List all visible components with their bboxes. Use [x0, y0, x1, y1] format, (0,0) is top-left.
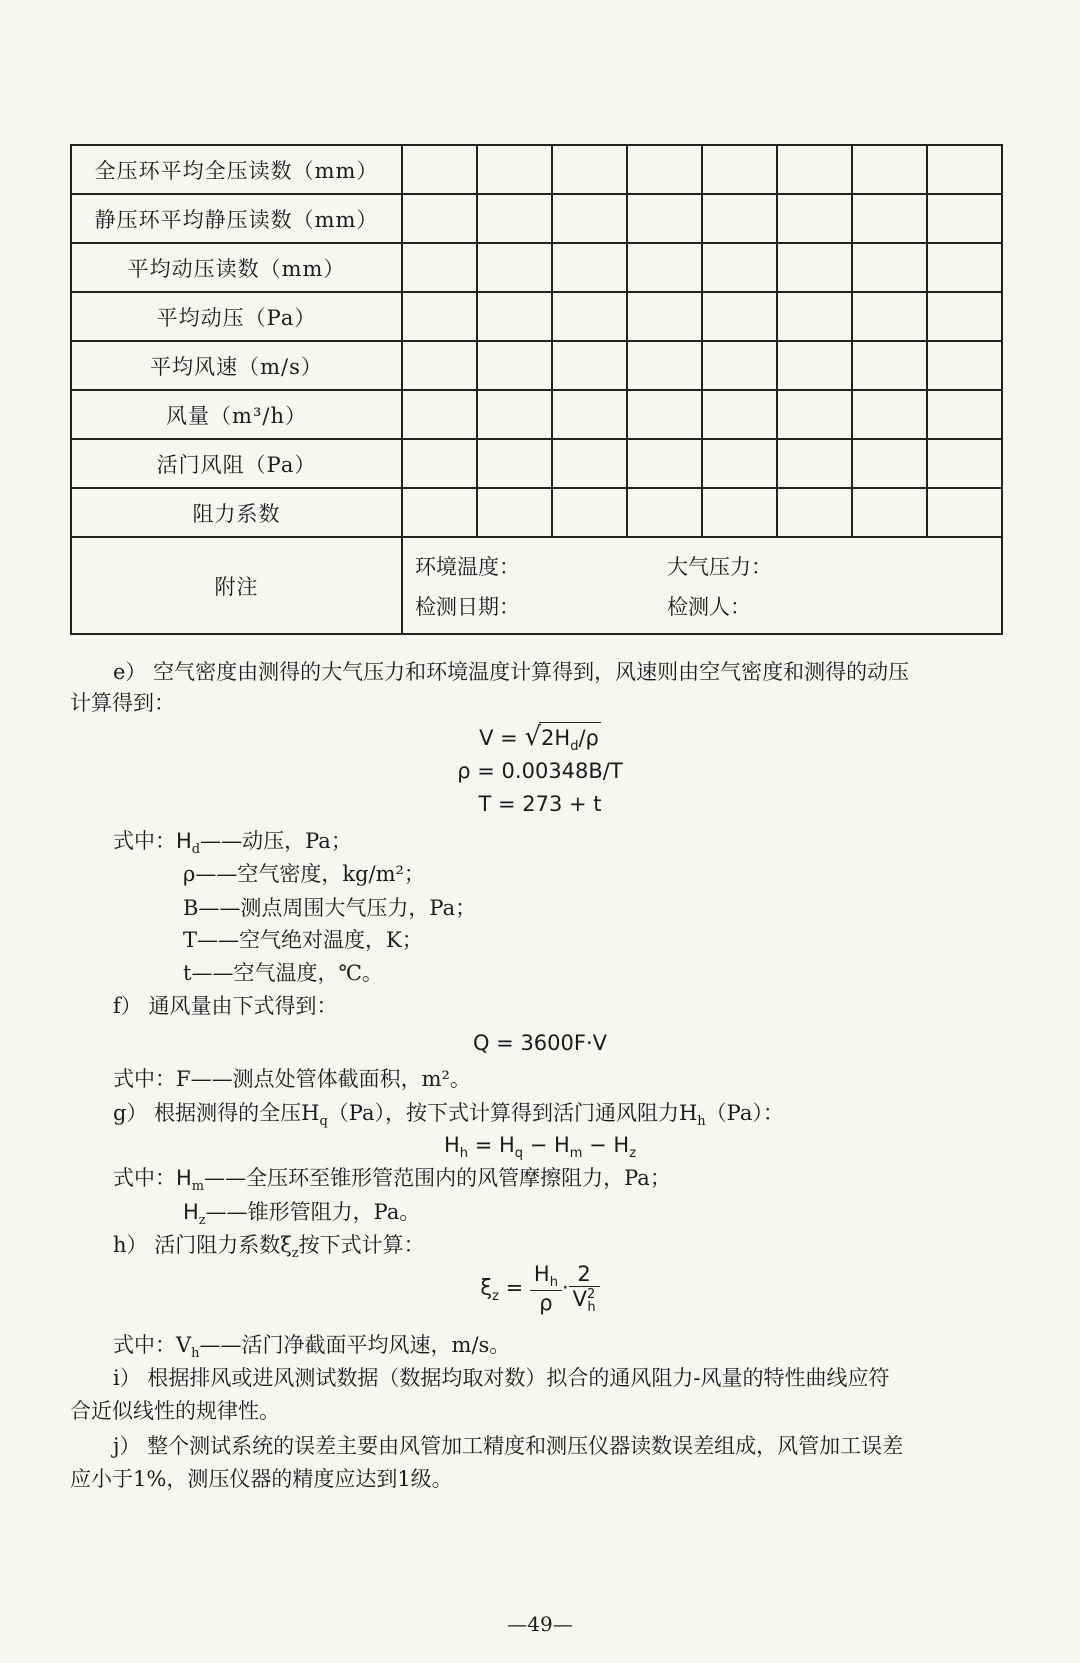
row-label: 平均风速（m/s）: [71, 341, 402, 390]
formula-flow: Q = 3600F·V: [472, 1031, 608, 1055]
table-row: [71, 439, 1002, 488]
para-e-line2: 计算得到：: [70, 691, 175, 715]
row-label: 风量（m³/h）: [71, 390, 402, 439]
row-label: 平均动压读数（mm）: [71, 243, 402, 292]
notes-label: 附注: [71, 537, 402, 634]
def-t: t——空气温度，℃。: [183, 961, 383, 985]
formula-density: ρ = 0.00348B/T: [457, 759, 623, 783]
row-label: 活门风阻（Pa）: [71, 439, 402, 488]
para-f: f） 通风量由下式得到：: [113, 994, 338, 1018]
test-date-label: 检测日期：: [415, 594, 520, 619]
row-label: 平均动压（Pa）: [71, 292, 402, 341]
def-f: 式中：F——测点处管体截面积，m²。: [113, 1067, 471, 1091]
def-hz: $H_z——$锥形管阻力，Pa。: [183, 1200, 421, 1229]
test-record-table: [70, 144, 1003, 635]
para-h: h） 活门阻力系数$\xi_z$按下式计算：: [113, 1233, 425, 1262]
para-e-line1: e） 空气密度由测得的大气压力和环境温度计算得到，风速则由空气密度和测得的动压: [113, 660, 910, 684]
table-row: [71, 292, 1002, 341]
page-number: —49—: [507, 1612, 573, 1636]
formula-velocity: $V = √2H_d/\rho$: [0, 722, 1080, 762]
row-label: 静压环平均静压读数（mm）: [71, 194, 402, 243]
table-row: [71, 145, 1002, 194]
table-row: [71, 341, 1002, 390]
def-vh: 式中：$V_h——$活门净截面平均风速，m/s。: [113, 1333, 511, 1362]
para-j-line1: j） 整个测试系统的误差主要由风管加工精度和测压仪器读数误差组成，风管加工误差: [113, 1434, 904, 1458]
def-t-abs: T——空气绝对温度，K；: [183, 928, 423, 952]
def-hd: 式中：$H_d——$动压，Pa；: [113, 829, 352, 858]
def-rho: ρ——空气密度，kg/m²；: [183, 862, 425, 886]
formula-resistance: $H_h = H_q - H_m - H_z$: [443, 1133, 637, 1162]
para-i-line1: i） 根据排风或进风测试数据（数据均取对数）拟合的通风阻力-风量的特性曲线应符: [113, 1366, 890, 1390]
para-i-line2: 合近似线性的规律性。: [70, 1399, 280, 1423]
formula-temperature: T = 273 + t: [478, 792, 602, 816]
table-row: [71, 488, 1002, 537]
atmos-pressure-label: 大气压力：: [667, 554, 772, 579]
table-row: [71, 390, 1002, 439]
tester-label: 检测人：: [667, 594, 751, 619]
formula-coefficient: $\xi_z$ = $\frac{H_h}{\rho}$ · $\frac{2}{V^2_h}$: [0, 1262, 1080, 1315]
notes-cell: [402, 537, 1002, 634]
row-label: 全压环平均全压读数（mm）: [71, 145, 402, 194]
notes-row: [71, 537, 1002, 634]
ambient-temp-label: 环境温度：: [415, 554, 520, 579]
def-hm: 式中：$H_m——$全压环至锥形管范围内的风管摩擦阻力，Pa；: [113, 1166, 671, 1195]
table-row: [71, 194, 1002, 243]
table-row: [71, 243, 1002, 292]
para-g: g） 根据测得的全压$H_q(Pa)$，按下式计算得到活门通风阻力$H_h(Pa)$：: [113, 1101, 784, 1130]
row-label: 阻力系数: [71, 488, 402, 537]
para-j-line2: 应小于1%，测压仪器的精度应达到1级。: [70, 1467, 453, 1491]
def-b: B——测点周围大气压力，Pa；: [183, 896, 477, 920]
